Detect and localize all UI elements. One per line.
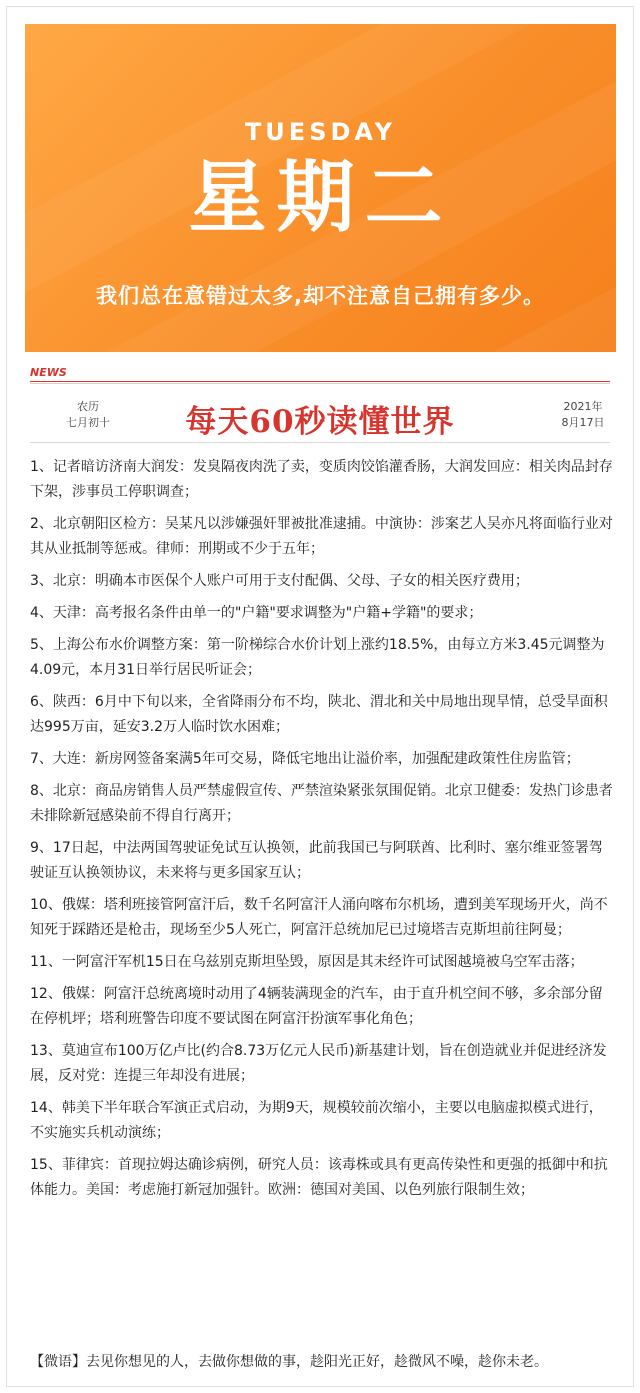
news-item: 5、上海公布水价调整方案：第一阶梯综合水价计划上涨约18.5%，由每立方米3.45元调整为4.09元，本月31日举行居民听证会； [30, 637, 605, 678]
news-item: 7、大连：新房网签备案满5年可交易，降低宅地出让溢价率，加强配建政策性住房监管； [30, 751, 580, 767]
news-item: 15、菲律宾：首现拉姆达确诊病例，研究人员：该毒株或具有更高传染性和更强的抵御中和抗体能力。美国：考虑施打新冠加强针。欧洲：德国对美国、以色列旅行限制生效； [30, 1157, 608, 1198]
news-item: 3、北京：明确本市医保个人账户可用于支付配偶、父母、子女的相关医疗费用； [30, 573, 529, 589]
news-item: 4、天津：高考报名条件由单一的"户籍"要求调整为"户籍+学籍"的要求； [30, 605, 483, 621]
news-item: 10、俄媒：塔利班接管阿富汗后，数千名阿富汗人涌向喀布尔机场，遭到美军现场开火，尚不知死于踩踏还是枪击，现场至少5人死亡，阿富汗总统加尼已过境塔吉克斯坦前往阿曼； [30, 897, 608, 938]
news-item: 8、北京：商品房销售人员严禁虚假宣传、严禁渲染紧张氛围促销。北京卫健委：发热门诊患者未排除新冠感染前不得自行离开； [30, 783, 613, 824]
header-divider [30, 442, 610, 443]
weekday-banner [25, 24, 616, 352]
news-item: 12、俄媒：阿富汗总统离境时动用了4辆装满现金的汽车，由于直升机空间不够，多余部分留在停机坪；塔利班警告印度不要试图在阿富汗扮演军事化角色； [30, 986, 603, 1027]
news-divider-thin [30, 383, 610, 384]
lunar-date-block [58, 399, 118, 431]
news-tag: NEWS [30, 366, 67, 379]
lunar-date: 七月初十 [66, 416, 110, 429]
daily-quote: 【微语】去见你想见的人，去做你想做的事，趁阳光正好，趁微风不噪，趁你未老。 [30, 1354, 548, 1370]
news-item: 2、北京朝阳区检方：吴某凡以涉嫌强奸罪被批准逮捕。中演协：涉案艺人吴亦凡将面临行业对其从业抵制等惩戒。律师：刑期或不少于五年； [30, 516, 613, 557]
news-item: 14、韩美下半年联合军演正式启动，为期9天，规模较前次缩小，主要以电脑虚拟模式进行，不实施实兵机动演练； [30, 1100, 603, 1141]
gregorian-date: 8月17日 [561, 416, 605, 429]
news-item: 9、17日起，中法两国驾驶证免试互认换领，此前我国已与阿联酋、比利时、塞尔维亚签署驾驶证互认换领协议，未来将与更多国家互认； [30, 840, 603, 881]
lunar-label: 农历 [77, 400, 99, 413]
weekday-english: TUESDAY [244, 118, 397, 146]
news-item: 11、一阿富汗军机15日在乌兹别克斯坦坠毁，原因是其未经许可试图越境被乌空军击落； [30, 954, 584, 970]
news-item: 13、莫迪宣布100万亿卢比(约合8.73万亿元人民币)新基建计划，旨在创造就业并促进经济发展，反对党：连提三年却没有进展； [30, 1043, 607, 1084]
news-divider [30, 381, 610, 382]
news-list [30, 455, 616, 1210]
gregorian-year: 2021年 [563, 400, 603, 413]
gregorian-date-block [548, 399, 618, 431]
masthead-title: 每天60秒读懂世界 [185, 404, 455, 440]
news-item: 6、陕西：6月中下旬以来，全省降雨分布不均，陕北、渭北和关中局地出现旱情，总受旱面积达995万亩，延安3.2万人临时饮水困难； [30, 694, 608, 735]
news-item: 1、记者暗访济南大润发：发臭隔夜肉洗了卖，变质肉饺馅灌香肠，大润发回应：相关肉品封存下架，涉事员工停职调查； [30, 459, 613, 500]
weekday-chinese: 星期二 [188, 153, 453, 243]
banner-motto: 我们总在意错过太多,却不注意自己拥有多少。 [96, 284, 545, 308]
